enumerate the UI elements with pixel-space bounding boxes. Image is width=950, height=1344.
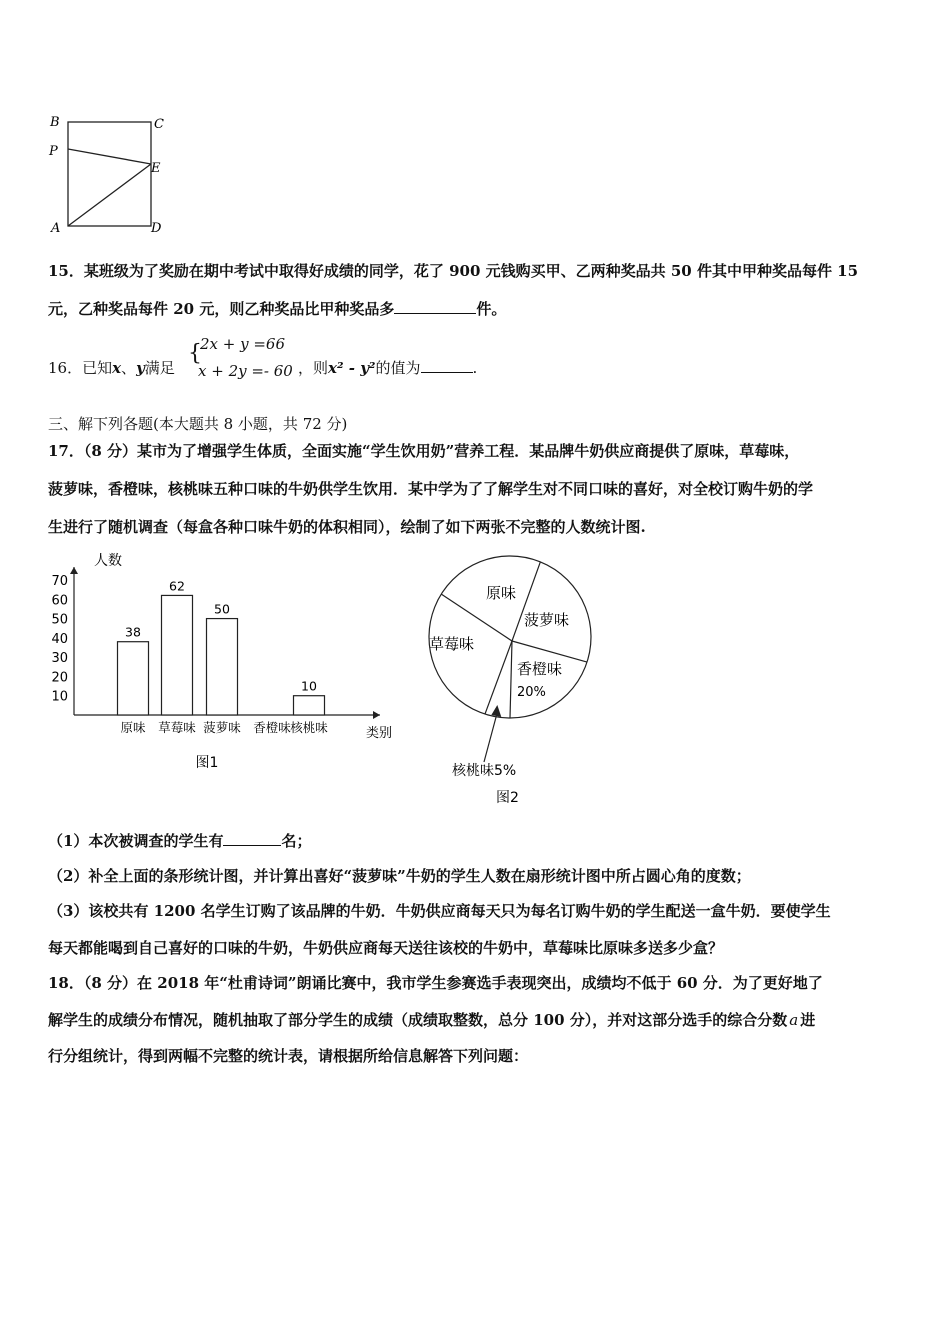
q16-tail — [298, 357, 477, 378]
bar-x-axis-arrow — [373, 711, 380, 719]
q16 — [48, 333, 568, 383]
bar-1 — [118, 642, 149, 715]
q18-line3: 行分组统计，得到两幅不完整的统计表，请根据所给信息解答下列问题： — [48, 1047, 529, 1065]
pie-slice-percent-xiangcheng: 20% — [517, 685, 546, 700]
pie-slice-label-boluo: 菠萝味 — [524, 611, 570, 629]
bar-x-label: 类别 — [366, 726, 393, 741]
bar-data-label: 38 — [125, 624, 141, 640]
bar-category-label: 香橙味 — [253, 720, 291, 735]
bar-category-label: 原味 — [120, 720, 146, 735]
bar-5 — [294, 696, 325, 715]
q16-expr: x² - y² — [328, 359, 376, 377]
q18-var-a: a — [789, 1011, 799, 1029]
bar-data-label: 10 — [301, 678, 317, 694]
bar-ytick-label: 50 — [51, 612, 68, 628]
q18-line2-end: 进 — [800, 1011, 816, 1029]
q16-answer-blank — [421, 358, 473, 373]
q17-sub1-end: 名； — [281, 832, 312, 850]
pie-chart — [420, 545, 620, 810]
q17-sub1-text: （1）本次被调查的学生有 — [48, 832, 224, 850]
label-e: E — [151, 161, 161, 176]
q15-line2-end: 件。 — [476, 300, 507, 318]
segment-pe — [68, 149, 151, 164]
q16-brace: { — [188, 341, 202, 366]
bar-ytick-label: 40 — [51, 631, 68, 647]
label-a: A — [51, 221, 61, 236]
q16-var-y: y — [136, 359, 145, 377]
label-c: C — [154, 117, 164, 132]
q15-line2-text: 元，乙种奖品每件 20 元，则乙种奖品比甲种奖品多 — [48, 300, 395, 318]
q16-sep: 、 — [121, 359, 137, 377]
q16-eq2: x + 2y =- 60 — [198, 362, 293, 380]
q17-sub3-line2: 每天都能喝到自己喜好的口味的牛奶，牛奶供应商每天送往该校的牛奶中，草莓味比原味多送多少盒？ — [48, 939, 724, 957]
pie-walnut-label: 核桃味5% — [452, 763, 517, 779]
bar-ytick-label: 60 — [51, 593, 68, 609]
q15-line1: 15．某班级为了奖励在期中考试中取得好成绩的同学，花了 900 元钱购买甲、乙两种奖品共 50 件其中甲种奖品每件 15 — [48, 262, 859, 280]
q16-eq1: 2x + y =66 — [200, 335, 286, 353]
bar-ytick-label: 20 — [51, 670, 68, 686]
bar-category-label: 草莓味 — [158, 720, 196, 735]
pie-slice-label-yuanwei: 原味 — [486, 584, 517, 602]
bar-category-label: 核桃味 — [290, 720, 328, 735]
q17-line2: 菠萝味，香橙味，核桃味五种口味的牛奶供学生饮用．某中学为了了解学生对不同口味的喜好，对全校订购牛奶的学 — [48, 480, 814, 498]
q17-sub1-blank — [223, 831, 281, 846]
bar-y-axis-arrow — [70, 567, 78, 574]
q17-line3: 生进行了随机调查（每盒各种口味牛奶的体积相同），绘制了如下两张不完整的人数统计图. — [48, 518, 646, 536]
q16-prefix: 16．已知 — [48, 359, 113, 377]
label-p: P — [49, 144, 58, 159]
bar-3 — [207, 619, 238, 715]
segment-ae — [68, 164, 151, 226]
q16-end: . — [472, 359, 478, 377]
label-d: D — [151, 221, 162, 236]
q17-sub2: （2）补全上面的条形统计图，并计算出喜好“菠萝味”牛奶的学生人数在扇形统计图中所占圆心角的度数； — [48, 867, 751, 885]
bar-ytick-label: 30 — [51, 651, 68, 667]
q17-sub3-line1: （3）该校共有 1200 名学生订购了该品牌的牛奶．牛奶供应商每天只为每名订购牛奶的学生配送一盒牛奶．要使学生 — [48, 902, 831, 920]
section3-title: 三、解下列各题(本大题共 8 小题，共 72 分) — [48, 415, 348, 433]
geometry-figure — [40, 108, 180, 238]
q15-line2 — [48, 299, 506, 319]
pie-slice-label-caomei: 草莓味 — [429, 635, 475, 653]
q18-line2-text: 解学生的成绩分布情况，随机抽取了部分学生的成绩（成绩取整数，总分 100 分），并对这部分选手的综合分数 — [48, 1011, 788, 1029]
pie-chart-title: 图2 — [496, 790, 519, 806]
label-b: B — [50, 115, 60, 130]
bar-category-label: 菠萝味 — [203, 720, 241, 735]
pie-walnut-pointer — [484, 716, 496, 762]
q16-then: ，则 — [298, 359, 329, 377]
bar-ytick-label: 10 — [51, 689, 68, 705]
q17-sub1 — [48, 831, 311, 851]
q18-line1: 18．（8 分）在 2018 年“杜甫诗词”朗诵比赛中，我市学生参赛选手表现突出，成绩均不低于 60 分．为了更好地了 — [48, 974, 823, 992]
bar-2 — [162, 595, 193, 715]
q18-line2 — [48, 1010, 815, 1030]
q17-line1: 17．（8 分）某市为了增强学生体质，全面实施“学生饮用奶”营养工程．某品牌牛奶供应商提供了原味，草莓味， — [48, 442, 800, 460]
bar-y-label: 人数 — [94, 553, 122, 569]
q16-lead — [48, 357, 175, 378]
bar-data-label: 50 — [214, 601, 230, 617]
bar-chart-title: 图1 — [195, 755, 219, 771]
bar-chart — [40, 545, 420, 780]
q16-cond: 满足 — [144, 359, 175, 377]
q15-answer-blank — [394, 299, 476, 314]
q16-var-x: x — [112, 359, 122, 377]
pie-slice-label-xiangcheng: 香橙味 — [517, 660, 563, 678]
q16-value-of: 的值为 — [375, 359, 421, 377]
bar-ytick-label: 70 — [51, 574, 68, 589]
bar-data-label: 62 — [169, 578, 185, 594]
